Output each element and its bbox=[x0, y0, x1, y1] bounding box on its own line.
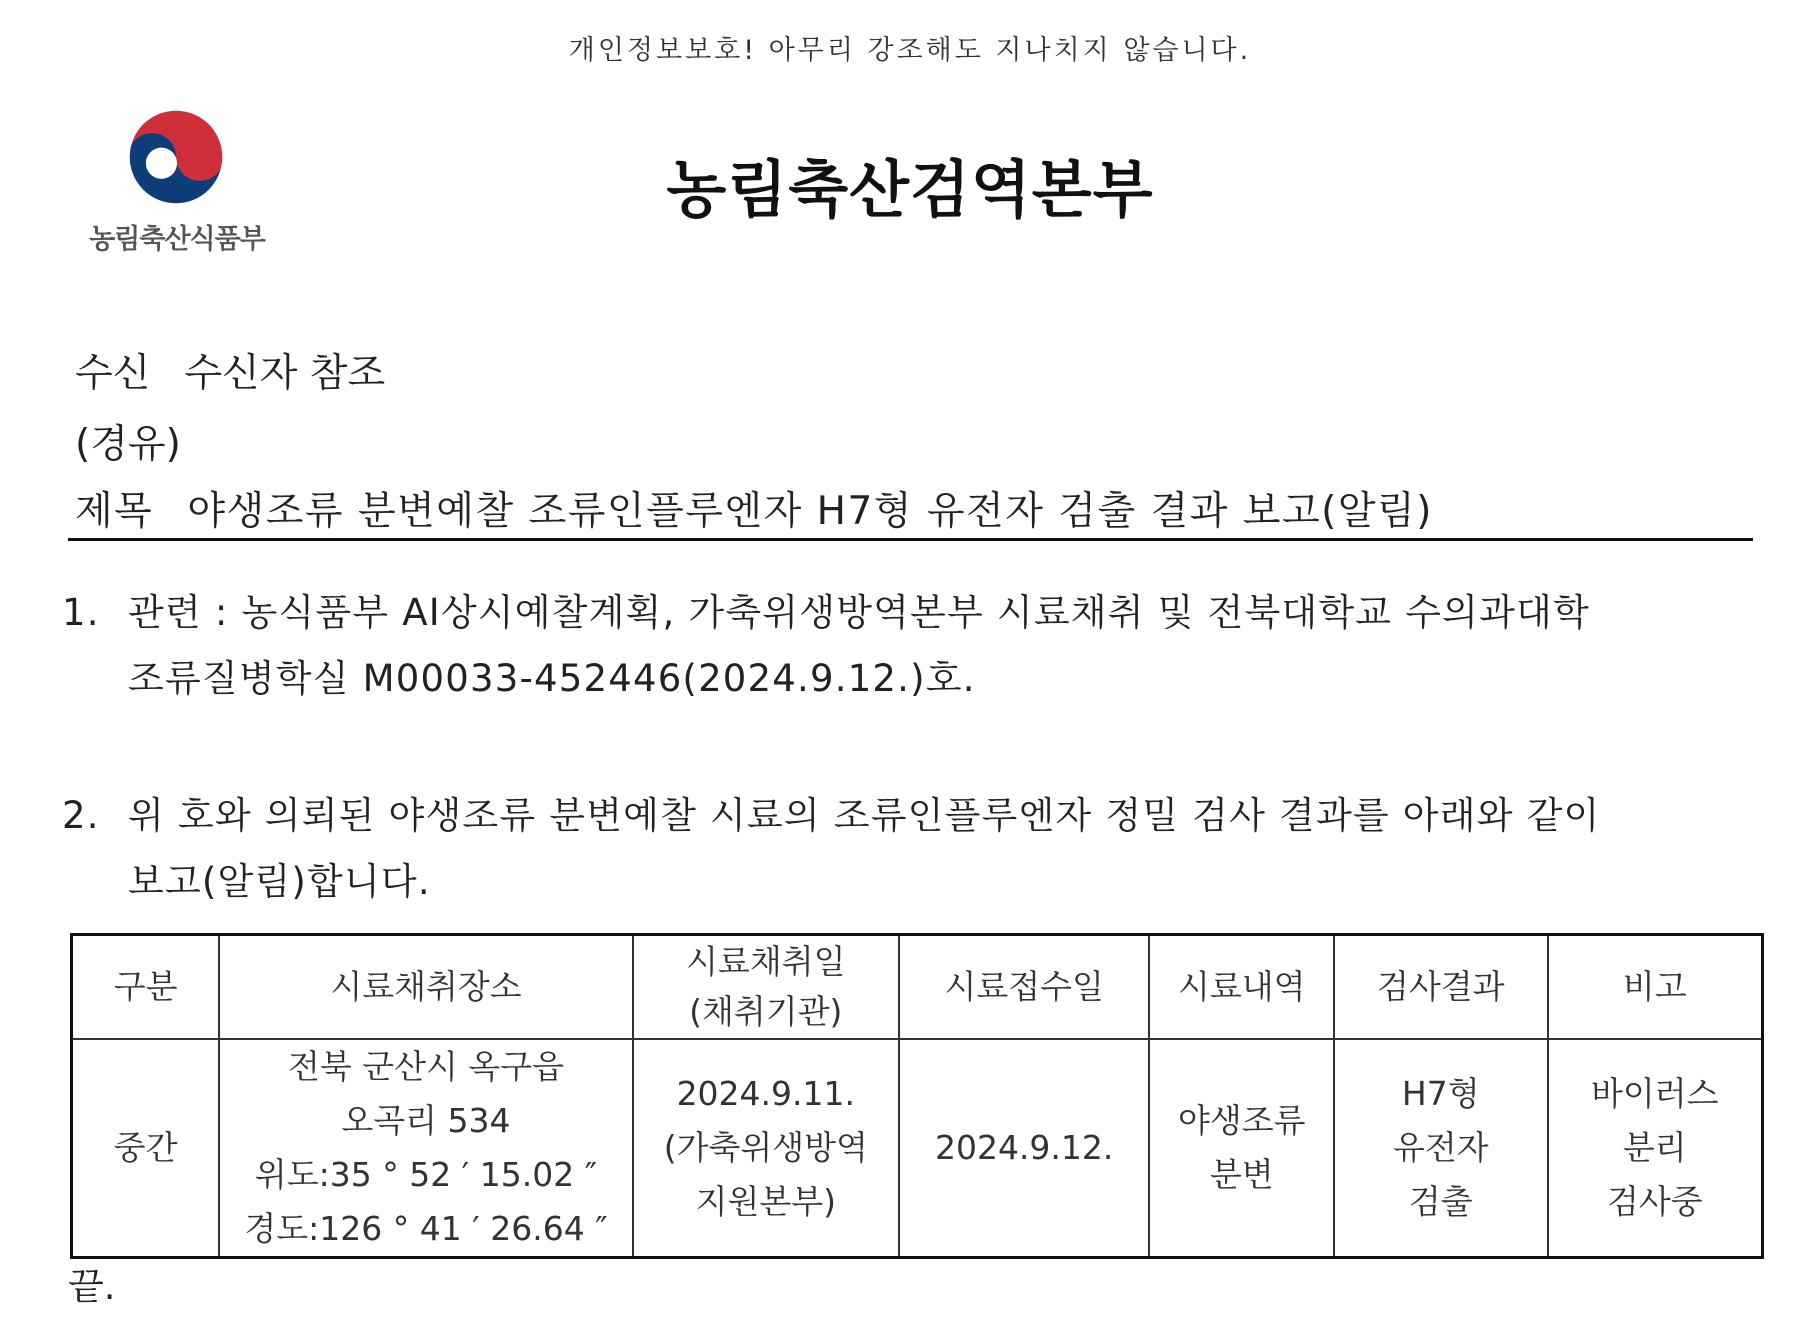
subject-value: 야생조류 분변예찰 조류인플루엔자 H7형 유전자 검출 결과 보고(알림) bbox=[187, 489, 1433, 534]
cell-collection: 2024.9.11. (가축위생방역 지원본부) bbox=[633, 1039, 899, 1258]
header-location: 시료채취장소 bbox=[219, 935, 632, 1039]
subject-label: 제목 bbox=[75, 489, 154, 534]
document-title: 농림축산검역본부 bbox=[666, 153, 1154, 226]
table-row bbox=[72, 1039, 1763, 1258]
header-collection-date: 시료채취일 (채취기관) bbox=[633, 935, 899, 1039]
paragraph-1 bbox=[62, 580, 1762, 712]
header-remarks: 비고 bbox=[1548, 935, 1763, 1039]
table-header-row bbox=[72, 935, 1763, 1039]
cell-category: 중간 bbox=[72, 1039, 220, 1258]
paragraph-text: 보고(알림)합니다. bbox=[128, 860, 431, 903]
cell-location: 전북 군산시 옥구읍 오곡리 534 위도:35 ° 52 ′ 15.02 ″ 경도:126 ° 41 ′ 26.64 ″ bbox=[219, 1039, 632, 1258]
ministry-name: 농림축산식품부 bbox=[89, 224, 265, 255]
via-label: (경유) bbox=[75, 422, 181, 467]
header-sample: 시료내역 bbox=[1149, 935, 1334, 1039]
recipient-row bbox=[75, 342, 385, 398]
header-divider bbox=[68, 538, 1753, 541]
cell-remarks: 바이러스 분리 검사중 bbox=[1548, 1039, 1763, 1258]
via-row bbox=[75, 413, 181, 469]
paragraph-number: 2. bbox=[62, 794, 100, 837]
header-category: 구분 bbox=[72, 935, 220, 1039]
paragraph-number: 1. bbox=[62, 591, 100, 634]
end-mark: 끝. bbox=[68, 1265, 116, 1308]
header-result: 검사결과 bbox=[1334, 935, 1548, 1039]
cell-result: H7형 유전자 검출 bbox=[1334, 1039, 1548, 1258]
subject-row bbox=[75, 480, 1433, 536]
cell-sample: 야생조류 분변 bbox=[1149, 1039, 1334, 1258]
paragraph-text: 조류질병학실 M00033-452446(2024.9.12.)호. bbox=[128, 657, 976, 700]
paragraph-text: 위 호와 의뢰된 야생조류 분변예찰 시료의 조류인플루엔자 정밀 검사 결과를 아래와 같이 bbox=[128, 794, 1601, 837]
paragraph-text: 관련 : 농식품부 AI상시예찰계획, 가축위생방역본부 시료채취 및 전북대학교 수의과대학 bbox=[128, 591, 1590, 634]
result-table bbox=[70, 933, 1764, 1259]
paragraph-2 bbox=[62, 783, 1762, 915]
header-received-date: 시료접수일 bbox=[899, 935, 1149, 1039]
recipient-label: 수신 bbox=[75, 351, 151, 396]
privacy-notice: 개인정보보호! 아무리 강조해도 지나치지 않습니다. bbox=[568, 35, 1252, 66]
recipient-value: 수신자 참조 bbox=[184, 351, 386, 396]
cell-received: 2024.9.12. bbox=[899, 1039, 1149, 1258]
